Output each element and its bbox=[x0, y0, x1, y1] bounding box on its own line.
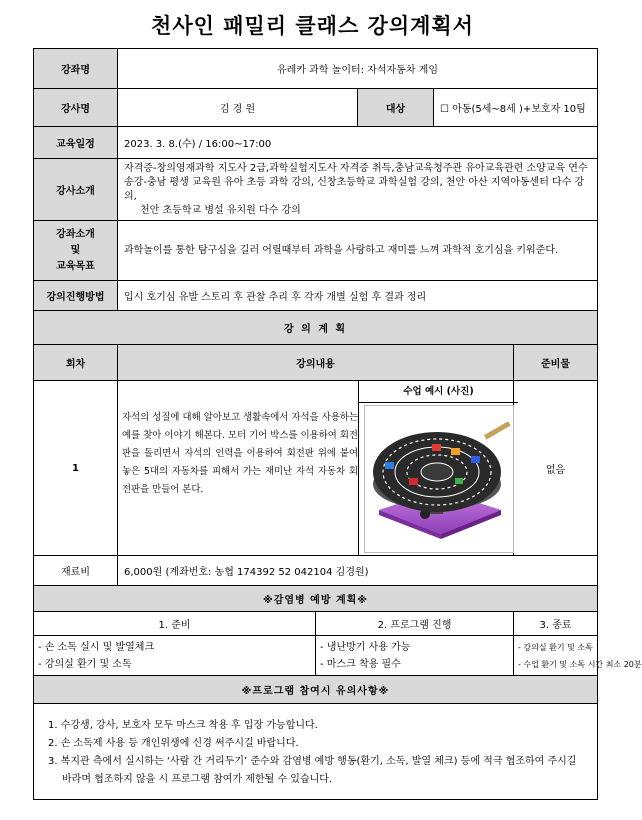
target-value: ☐ 아동(5세~8세 )+보호자 10팀 bbox=[434, 89, 598, 127]
prevention-step-end: 3. 종료 bbox=[514, 612, 598, 636]
method-value: 입시 호기심 유발 스토리 후 관찰 추리 후 각자 개별 실험 후 결과 정리 bbox=[118, 281, 598, 311]
fee-label: 재료비 bbox=[34, 556, 118, 586]
method-label: 강의진행방법 bbox=[34, 281, 118, 311]
photo-label: 수업 예시 (사진) bbox=[359, 381, 518, 403]
notes-list bbox=[34, 704, 598, 800]
intro-line-3: 천안 초등학교 병설 유치원 다수 강의 bbox=[140, 204, 301, 216]
goal-label-line-1: 강좌소개 bbox=[56, 228, 95, 240]
prevention-step-progress: 2. 프로그램 진행 bbox=[316, 612, 514, 636]
progress-item-1: - 냉난방기 사용 가능 bbox=[320, 641, 411, 653]
col-supplies-header: 준비물 bbox=[514, 345, 598, 381]
magnet-car-photo bbox=[364, 405, 514, 553]
col-content-header: 강의내용 bbox=[118, 345, 514, 381]
plan-section-title: 강 의 계 획 bbox=[34, 311, 598, 345]
end-item-2: - 수업 환기 및 소독 시간 최소 20분 bbox=[518, 659, 642, 669]
page-title: 천사인 패밀리 클래스 강의계획서 bbox=[151, 14, 474, 38]
schedule-label: 교육일정 bbox=[34, 127, 118, 159]
intro-label: 강사소개 bbox=[34, 159, 118, 221]
session-number: 1 bbox=[34, 381, 118, 556]
prevention-prepare-items bbox=[34, 636, 316, 676]
goal-label-line-3: 교육목표 bbox=[56, 260, 95, 272]
schedule-value: 2023. 3. 8.(수) / 16:00~17:00 bbox=[118, 127, 598, 159]
session-content-cell bbox=[118, 381, 514, 556]
instructor-intro bbox=[118, 159, 598, 221]
prevention-title: ※감염병 예방 계획※ bbox=[34, 586, 598, 612]
fee-value: 6,000원 (계좌번호: 농협 174392 52 042104 김경원) bbox=[118, 556, 598, 586]
instructor-name: 김 경 원 bbox=[118, 89, 358, 127]
intro-line-1: 자격증-창의영재과학 지도사 2급,과학실험지도사 자격증 취득,충남교육청주관 유아교육관련 소양교육 연수 bbox=[124, 162, 588, 174]
lecture-name-label: 강좌명 bbox=[34, 49, 118, 89]
supplies-value: 없음 bbox=[514, 381, 598, 556]
note-item-2: 2. 손 소독제 사용 등 개인위생에 신경 써주시길 바랍니다. bbox=[48, 737, 299, 749]
note-item-1: 1. 수강생, 강사, 보호자 모두 마스크 착용 후 입장 가능합니다. bbox=[48, 719, 318, 731]
goal-label-line-2: 및 bbox=[70, 244, 81, 256]
notes-title: ※프로그램 참여시 유의사항※ bbox=[34, 676, 598, 704]
prevention-end-items bbox=[514, 636, 642, 676]
goal-value: 과학놀이를 통한 탐구심을 길러 어릴때부터 과학을 사랑하고 재미를 느껴 과학적 호기심을 키워준다. bbox=[118, 221, 598, 281]
target-label: 대상 bbox=[358, 89, 434, 127]
intro-line-2: 송강-충남 평생 교육원 유아 초등 과학 강의, 신창초등학교 과학실험 강의, 천안 아산 지역아동센터 다수 강의, bbox=[124, 176, 585, 202]
example-photo-box bbox=[358, 381, 518, 555]
progress-item-2: - 마스크 착용 필수 bbox=[320, 658, 401, 670]
prepare-item-1: - 손 소독 실시 및 발열체크 bbox=[38, 641, 155, 653]
prepare-item-2: - 강의실 환기 및 소독 bbox=[38, 658, 132, 670]
col-session-header: 회차 bbox=[34, 345, 118, 381]
note-item-3: 3. 복지관 측에서 실시하는 ‘사람 간 거리두기’ 준수와 감염병 예방 행동(환기, 소독, 발열 체크) 등에 적극 협조하여 주시길 바라며 협조하지 않을 시 프로그램 참여가 제한될 수 있습니다. bbox=[48, 755, 577, 785]
end-item-1: - 강의실 환기 및 소독 bbox=[518, 642, 593, 652]
prevention-progress-items bbox=[316, 636, 514, 676]
lecture-name: 유레카 과학 놀이터: 자석자동차 게임 bbox=[118, 49, 598, 89]
prevention-step-prepare: 1. 준비 bbox=[34, 612, 316, 636]
goal-label bbox=[34, 221, 118, 281]
lecture-plan-table bbox=[33, 48, 642, 800]
instructor-label: 강사명 bbox=[34, 89, 118, 127]
session-content: 자석의 성질에 대해 알아보고 생활속에서 자석을 사용하는 예를 찾아 이야기 해본다. 모터 기어 박스를 이용하여 회전판을 돌리면서 자석의 인력을 이용하여 회전판 위에 붙여놓은 5대의 자동차를 피해서 가는 재미난 자석 자동차 회전판을 만들어 본다. bbox=[122, 412, 358, 495]
